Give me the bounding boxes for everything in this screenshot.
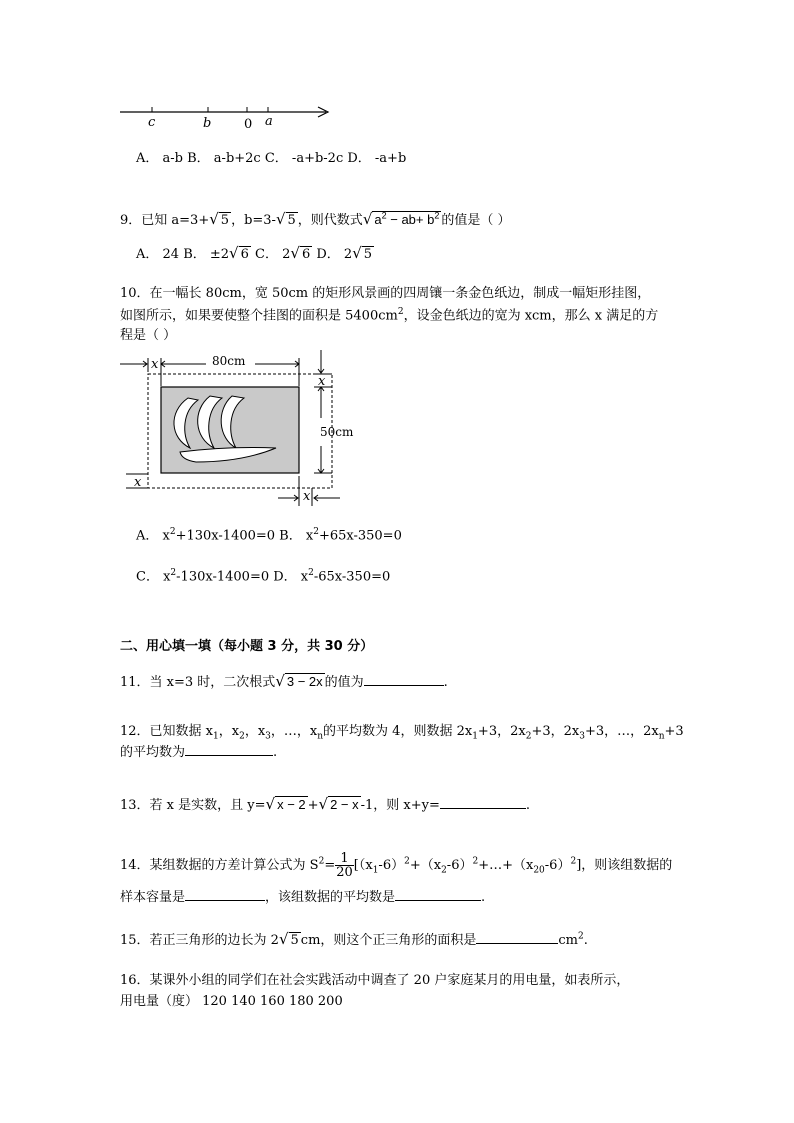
numberline-label-0: 0 [244, 117, 253, 132]
q10-fig-80cm: 80cm [212, 354, 246, 368]
q16-line2: 用电量（度） 120 140 160 180 200 [120, 994, 343, 1009]
numberline-label-b: b [203, 116, 212, 131]
q10-line1: 10．在一幅长 80cm，宽 50cm 的矩形风景画的四周镶一条金色纸边，制成一幅矩形挂图， [120, 286, 651, 301]
q10-fig-x-bottomleft: x [134, 475, 142, 490]
numberline-label-a: a [265, 114, 273, 129]
q15-stem: 15．若正三角形的边长为 2√ 5 cm，则这个正三角形的面积是 $cm^2$. [120, 930, 588, 948]
q16-line1: 16．某课外小组的同学们在社会实践活动中调查了 20 户家庭某月的用电量，如表所示， [120, 973, 630, 988]
q13-stem: 13．若 x 是实数，且 y=√ x − 2 +√ 2 − x -1，则 x+y= . [120, 795, 531, 813]
q10-line3: 程是（ ） [120, 328, 177, 343]
q10-options-ab: A． $x^2+130x-1400=0$ B． $x^2+65x-350=0$ [136, 527, 402, 544]
q14-line2: 样本容量是 ，该组数据的平均数是 . [120, 890, 486, 905]
q10-fig-x-topleft: x [151, 357, 159, 372]
q12-line1: 12．已知数据 $x_1$，$x_2$，$x_3$，…，$x_n$的平均数为 4，则数据 $2x_1+3$，$2x_2+3$，$2x_3+3$，…，$2x_n+3$ [120, 724, 684, 742]
q8-options: A． a-b B． a-b+2c C． -a+b-2c D． -a+b [136, 151, 407, 166]
q10-fig-x-right: x [318, 374, 326, 389]
q11-stem: 11．当 x=3 时，二次根式√ 3 − 2x 的值为 . [120, 672, 448, 690]
q10-line2: 如图所示，如果要使整个挂图的面积是 $5400cm^2$，设金色纸边的宽为 xcm，那么 x 满足的方 [120, 307, 659, 324]
q10-options-cd: C． $x^2-130x-1400=0$ D． $x^2-65x-350=0$ [136, 568, 391, 585]
section-2-title: 二、用心填一填（每小题 3 分，共 30 分） [120, 639, 374, 654]
q9-stem: 9．已知 a=3+√ 5 ，b=3-√ 5 ，则代数式√ $a^2 - ab+ b^2$ 的值是（ ） [120, 210, 511, 228]
q10-fig-50cm: 50cm [320, 425, 354, 439]
q10-fig-x-bottomright: x [303, 489, 311, 504]
numberline-label-c: c [148, 115, 156, 130]
q9-options: A． 24 B． ±2√ 6 C． 2√ 6 D． 2√ 5 [136, 244, 373, 262]
q14-line1: 14．某组数据的方差计算公式为 $S^2=$ $\frac{1}{20}$ $[(x_1-6)^2+(x_2-6)^2+\dots+(x_{20}-6)^2]$，则该组数据的 [120, 851, 673, 880]
q12-line2: 的平均数为 . [120, 745, 278, 760]
